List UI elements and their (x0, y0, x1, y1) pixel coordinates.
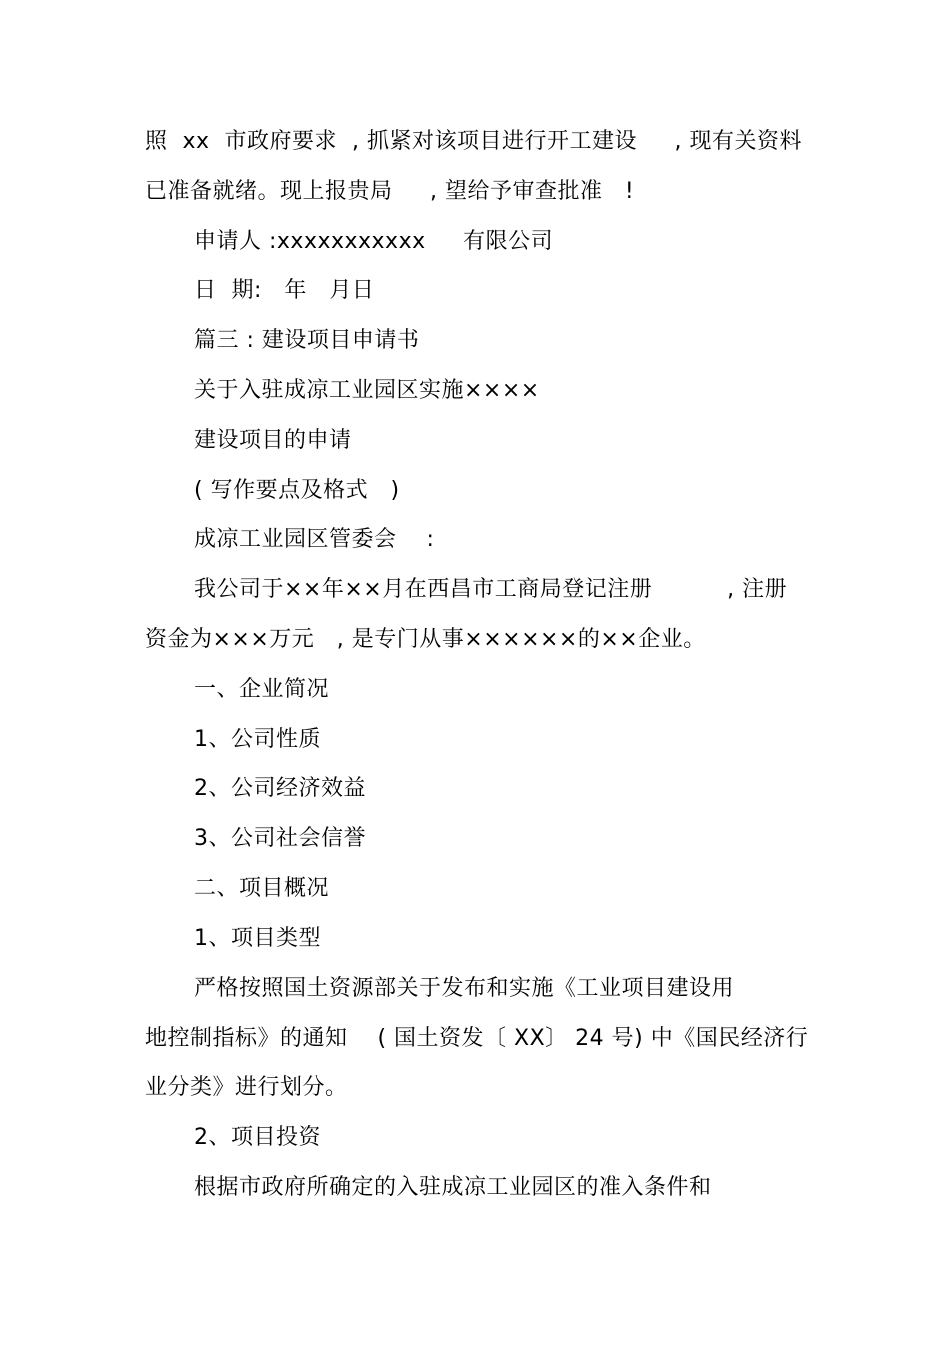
paragraph-line: 我公司于××年××月在西昌市工商局登记注册 , 注册 (194, 577, 788, 602)
format-note: ( 写作要点及格式 ) (194, 478, 400, 503)
applicant-line: 申请人 :xxxxxxxxxxx 有限公司 (194, 229, 554, 254)
document-heading: 建设项目的申请 (194, 428, 352, 453)
list-item: 2、公司经济效益 (194, 776, 366, 801)
recipient-line: 成凉工业园区管委会 : (194, 527, 435, 552)
section-heading: 二、项目概况 (194, 876, 330, 901)
paragraph-line: 业分类》进行划分。 (145, 1075, 348, 1100)
paragraph-line: 资金为×××万元 , 是专门从事××××××的××企业。 (145, 627, 706, 652)
date-line: 日 期: 年 月日 (194, 278, 375, 303)
paragraph-line: 已准备就绪。现上报贵局 , 望给予审查批准 ! (145, 179, 635, 204)
list-item: 2、项目投资 (194, 1125, 321, 1150)
section-title: 篇三 : 建设项目申请书 (194, 328, 420, 353)
section-heading: 一、企业简况 (194, 677, 330, 702)
document-heading: 关于入驻成凉工业园区实施×××× (194, 378, 540, 403)
list-item: 1、公司性质 (194, 727, 321, 752)
list-item: 1、项目类型 (194, 926, 321, 951)
paragraph-line: 地控制指标》的通知 ( 国土资发〔 XX〕 24 号) 中《国民经济行 (145, 1026, 809, 1051)
paragraph-line: 根据市政府所确定的入驻成凉工业园区的准入条件和 (194, 1175, 712, 1200)
list-item: 3、公司社会信誉 (194, 826, 366, 851)
paragraph-line: 照 xx 市政府要求 , 抓紧对该项目进行开工建设 , 现有关资料 (145, 129, 802, 154)
paragraph-line: 严格按照国土资源部关于发布和实施《工业项目建设用 (194, 976, 735, 1001)
